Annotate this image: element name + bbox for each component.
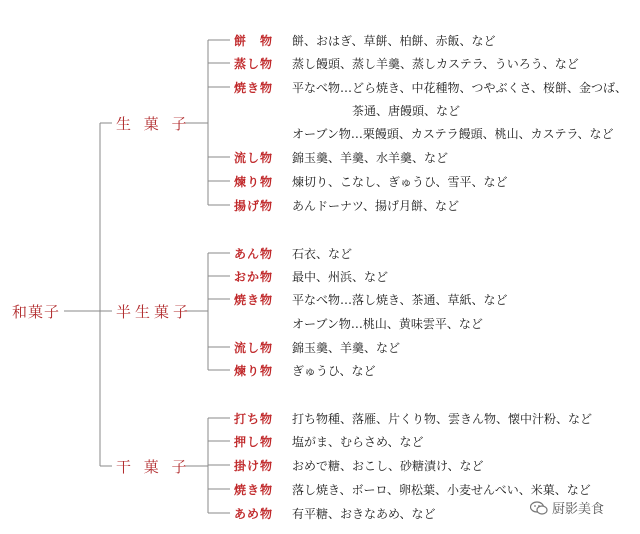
category-description: 有平糖、おきなあめ、など — [292, 507, 436, 521]
wechat-icon — [530, 501, 548, 515]
category-description: あんドーナツ、揚げ月餅、など — [292, 199, 460, 213]
category-label: あん物 — [234, 247, 274, 261]
group-label: 生 菓 子 — [116, 115, 191, 133]
category-label: 焼き物 — [234, 293, 274, 307]
watermark-text: 厨影美食 — [552, 502, 605, 517]
category-label: 煉り物 — [234, 175, 274, 189]
group-label: 干 菓 子 — [116, 458, 191, 476]
category-description: 蒸し饅頭、蒸し羊羹、蒸しカステラ、ういろう、など — [292, 57, 579, 71]
category-description: おめで糖、おこし、砂糖漬け、など — [292, 459, 484, 473]
category-label: 焼き物 — [234, 483, 274, 497]
category-description: 石衣、など — [292, 247, 353, 261]
category-label: 流し物 — [234, 151, 274, 165]
category-description: オーブン物…桃山、黄味雲平、など — [292, 317, 483, 331]
category-description: 錦玉羹、羊羹、など — [292, 341, 401, 355]
category-description: オーブン物…栗饅頭、カステラ饅頭、桃山、カステラ、など — [292, 127, 614, 141]
category-label: あめ物 — [234, 507, 274, 521]
category-description: 落し焼き、ボーロ、卵松葉、小麦せんべい、米菓、など — [292, 483, 591, 497]
root-label: 和菓子 — [12, 303, 61, 321]
category-description: 錦玉羹、羊羹、水羊羹、など — [292, 151, 449, 165]
category-label: 流し物 — [234, 341, 274, 355]
category-label: 蒸し物 — [234, 57, 274, 71]
category-label: 餅 物 — [234, 34, 274, 48]
category-label: 押し物 — [234, 435, 274, 449]
category-description: 平なべ物…どら焼き、中花種物、つやぶくさ、桜餅、金つば、 — [292, 81, 628, 95]
category-description: ぎゅうひ、など — [292, 364, 376, 378]
category-label: 掛け物 — [234, 459, 274, 473]
watermark — [530, 498, 604, 517]
category-description: 最中、州浜、など — [292, 270, 389, 284]
category-description: 塩がま、むらさめ、など — [292, 435, 424, 449]
category-label: 焼き物 — [234, 81, 274, 95]
category-description: 餅、おはぎ、草餅、柏餅、赤飯、など — [292, 34, 496, 48]
category-label: おか物 — [234, 270, 274, 284]
category-description: 平なべ物…落し焼き、茶通、草紙、など — [292, 293, 508, 307]
category-label: 打ち物 — [234, 412, 274, 426]
group-label: 半生菓子 — [116, 303, 193, 321]
category-description: 煉切り、こなし、ぎゅうひ、雪平、など — [292, 175, 508, 189]
category-label: 煉り物 — [234, 364, 274, 378]
category-description: 打ち物種、落雁、片くり物、雲きん物、懐中汁粉、など — [292, 412, 593, 426]
category-label: 揚げ物 — [234, 199, 274, 213]
category-description: 茶通、唐饅頭、など — [352, 104, 461, 118]
